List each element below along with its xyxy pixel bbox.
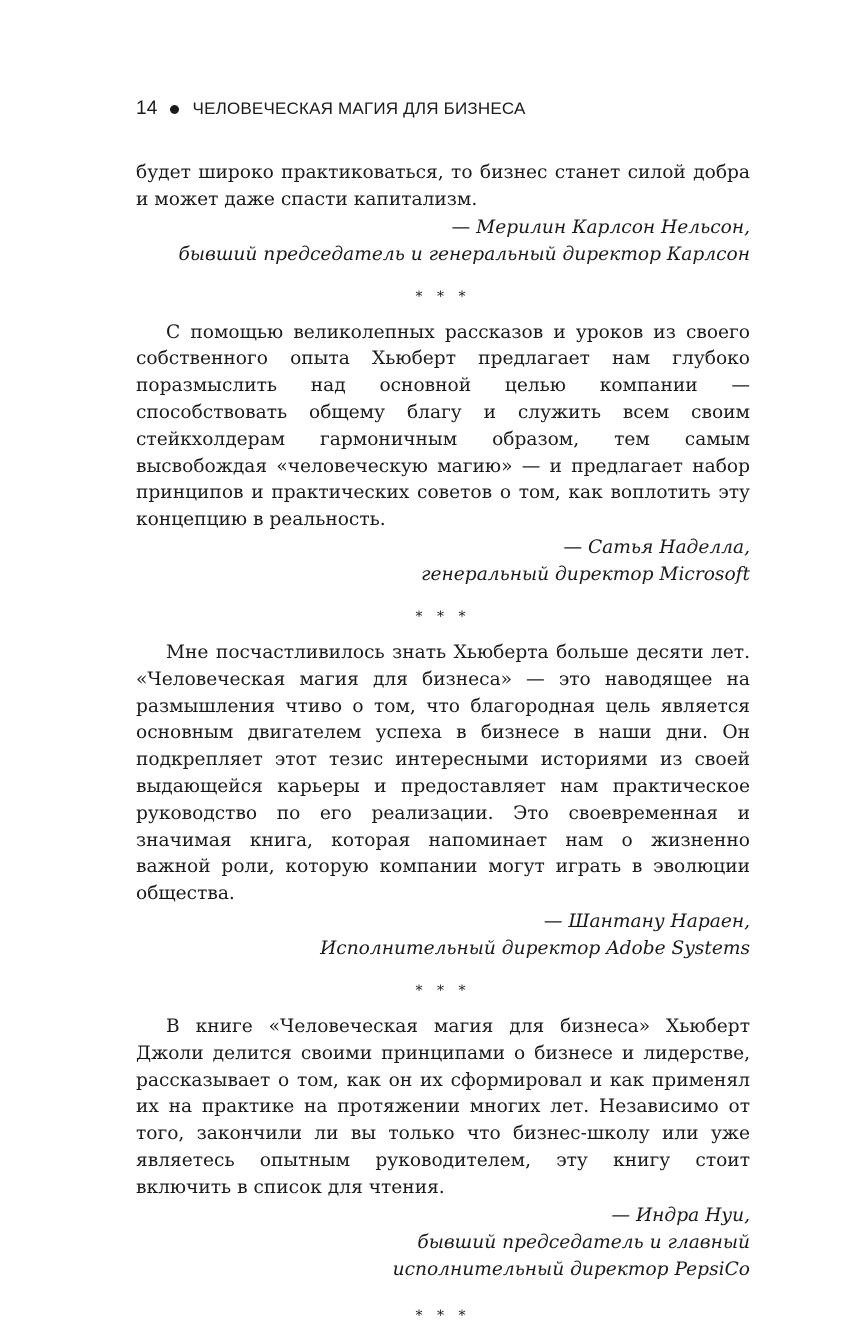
- page-number: 14: [136, 98, 158, 119]
- quote-author-title: Исполнительный директор Adobe Systems: [320, 937, 750, 959]
- running-head: [136, 96, 750, 122]
- quote-author: — Мерилин Карлсон Нельсон,: [451, 216, 750, 238]
- section-separator: * * *: [415, 608, 471, 625]
- quote-author: — Сатья Наделла,: [563, 536, 750, 558]
- book-page: [136, 96, 750, 1339]
- section-separator: * * *: [415, 982, 471, 999]
- section-separator: * * *: [415, 288, 471, 305]
- quote-author-title: бывший председатель и главный: [417, 1231, 750, 1253]
- quote-text: С помощью великолепных рассказов и уроков из своего собственного опыта Хьюберт предлагает нам глубоко поразмыслить над основной целью компании — способствовать общему благу и служить всем своим стейкхолдерам гармоничным образом, тем самым высвобождая «человеческую магию» — и предлагает набор принципов и практических советов о том, как воплотить эту концепцию в реальность.: [136, 321, 750, 531]
- quote-text: Мне посчастливилось знать Хьюберта больше десяти лет. «Человеческая магия для бизнеса» — это наводящее на размышления чтиво о том, что благородная цель является основным двигателем успеха в бизнесе в наши дни. Он подкрепляет этот тезис интересными историями из своей выдающейся карьеры и предоставляет нам практическое руководство по его реализации. Это своевременная и значимая книга, которая напоминает нам о жизненно важной роли, которую компании могут играть в эволюции общества.: [136, 641, 750, 905]
- running-head-title: ЧЕЛОВЕЧЕСКАЯ МАГИЯ ДЛЯ БИЗНЕСА: [192, 99, 526, 118]
- quote-author-title: генеральный директор Microsoft: [421, 563, 750, 585]
- quote-author: — Шантану Нараен,: [543, 910, 750, 932]
- quote-author: — Индра Нуи,: [611, 1204, 750, 1226]
- quote-author-title: бывший председатель и генеральный директор Карлсон: [178, 243, 750, 265]
- quote-author-title: исполнительный директор PepsiCo: [392, 1258, 750, 1280]
- bullet-icon: [170, 105, 179, 114]
- section-separator: * * *: [415, 1307, 471, 1324]
- quote-text: будет широко практиковаться, то бизнес станет силой добра и может даже спасти капитализм.: [136, 162, 750, 210]
- quote-text: В книге «Человеческая магия для бизнеса» Хьюберт Джоли делится своими принципами о бизнесе и лидерстве, рассказывает о том, как он их сформировал и как применял их на практике на протяжении многих лет. Независимо от того, закончили ли вы только что бизнес-школу или уже являетесь опытным руководителем, эту книгу стоит включить в список для чтения.: [136, 1015, 750, 1198]
